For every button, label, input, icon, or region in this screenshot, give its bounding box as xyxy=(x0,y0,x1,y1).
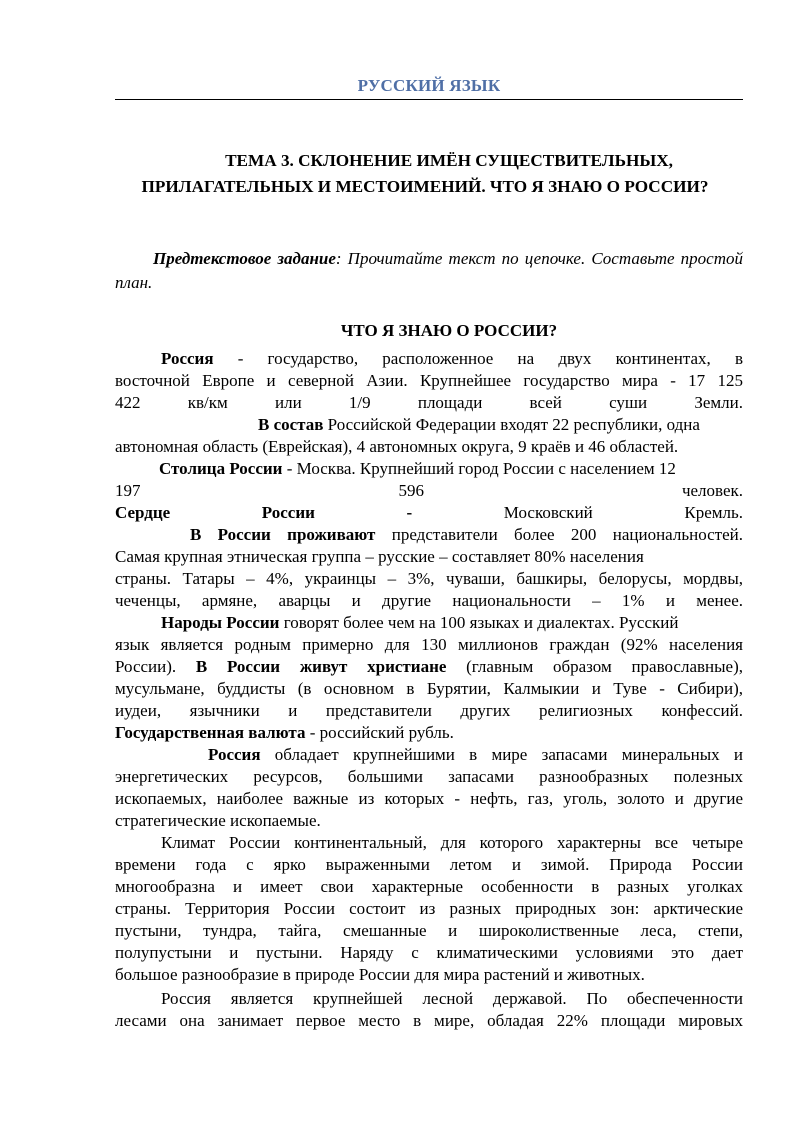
text-line: лесами она занимает первое место в мире, обладая 22% площади мировых xyxy=(115,1011,743,1030)
text-line: пустыни, тундра, тайга, смешанные и широколиственные леса, степи, xyxy=(115,921,743,940)
text-span: Российской Федерации входят 22 республики, одна xyxy=(323,415,700,434)
bold-term: Столица России xyxy=(159,459,283,478)
text-line: стратегические ископаемые. xyxy=(115,811,321,830)
text-line: энергетических ресурсов, большими запасами разнообразных полезных xyxy=(115,767,743,786)
pretext-task-text: : Прочитайте текст по цепочке. Составьте простой план. xyxy=(115,249,743,292)
text-span: говорят более чем на 100 языках и диалектах. Русский xyxy=(279,613,679,632)
bold-term: Народы России xyxy=(161,613,280,632)
bold-term: Россия xyxy=(161,349,214,368)
bold-term: Россия xyxy=(208,745,261,764)
text-line: 197 596 человек. xyxy=(115,481,743,500)
lesson-title xyxy=(100,148,750,200)
text-span: - Москва. Крупнейший город России с населением 12 xyxy=(282,459,676,478)
text-span: - государство, расположенное на двух континентах, в xyxy=(213,349,743,368)
text-line xyxy=(115,612,743,634)
header-rule xyxy=(115,99,743,100)
bold-term: В России проживают xyxy=(190,525,376,544)
text-span: Московский Кремль. xyxy=(412,503,743,522)
text-line xyxy=(115,502,743,524)
text-span: (главным образом православные), xyxy=(446,657,744,676)
lesson-title-line-1: ТЕМА 3. СКЛОНЕНИЕ ИМЁН СУЩЕСТВИТЕЛЬНЫХ, xyxy=(225,151,673,170)
bold-term: В России живут христиане xyxy=(195,657,447,676)
text-line: большое разнообразие в природе России для мира растений и животных. xyxy=(115,965,645,984)
text-line: многообразна и имеет свои характерные особенности в разных уголках xyxy=(115,877,743,896)
text-line: 422 кв/км или 1/9 площади всей суши Земли. xyxy=(115,393,743,412)
running-head: РУССКИЙ ЯЗЫК xyxy=(357,76,501,95)
text-line: страны. Татары – 4%, украинцы – 3%, чуваши, башкиры, белорусы, мордвы, xyxy=(115,569,743,588)
bold-term: Государственная валюта xyxy=(115,723,306,742)
text-line: времени года с ярко выраженными летом и зимой. Природа России xyxy=(115,855,743,874)
text-line: полупустыни и пустыни. Наряду с климатическими условиями это дает xyxy=(115,943,743,962)
text-line: Россия является крупнейшей лесной державой. По обеспеченности xyxy=(161,989,743,1008)
text-span: России). xyxy=(115,657,196,676)
text-line: автономная область (Еврейская), 4 автономных округа, 9 краёв и 46 областей. xyxy=(115,437,679,456)
text-line: Самая крупная этническая группа – русские – составляет 80% населения xyxy=(115,547,644,566)
text-line: восточной Европе и северной Азии. Крупнейшее государство мира - 17 125 xyxy=(115,371,743,390)
text-line: иудеи, язычники и представители других религиозных конфессий. xyxy=(115,701,743,720)
bold-term: В состав xyxy=(258,415,324,434)
text-span: представители более 200 национальностей. xyxy=(375,525,743,544)
text-line: ископаемых, наиболее важные из которых - нефть, газ, уголь, золото и другие xyxy=(115,789,743,808)
text-line xyxy=(115,656,743,678)
text-line xyxy=(115,722,743,744)
lesson-title-line-2: ПРИЛАГАТЕЛЬНЫХ И МЕСТОИМЕНИЙ. ЧТО Я ЗНАЮ О РОССИИ? xyxy=(141,177,709,196)
text-line xyxy=(115,348,743,370)
pretext-task xyxy=(115,247,743,295)
bold-term: Сердце России - xyxy=(115,503,413,522)
text-line: Климат России континентальный, для которого характерны все четыре xyxy=(161,833,743,852)
text-line xyxy=(115,414,743,436)
text-line: мусульмане, буддисты (в основном в Бурятии, Калмыкии и Туве - Сибири), xyxy=(115,679,743,698)
text-line: страны. Территория России состоит из разных природных зон: арктические xyxy=(115,899,743,918)
text-span: обладает крупнейшими в мире запасами минеральных и xyxy=(260,745,743,764)
text-line xyxy=(115,458,743,480)
text-span: - российский рубль. xyxy=(305,723,454,742)
text-line xyxy=(115,524,743,546)
text-line xyxy=(115,744,743,766)
pretext-task-label: Предтекстовое задание xyxy=(153,249,336,268)
text-line: язык является родным примерно для 130 миллионов граждан (92% населения xyxy=(115,635,743,654)
text-line: чеченцы, армяне, аварцы и другие национальности – 1% и менее. xyxy=(115,591,743,610)
text-title: ЧТО Я ЗНАЮ О РОССИИ? xyxy=(340,321,558,340)
